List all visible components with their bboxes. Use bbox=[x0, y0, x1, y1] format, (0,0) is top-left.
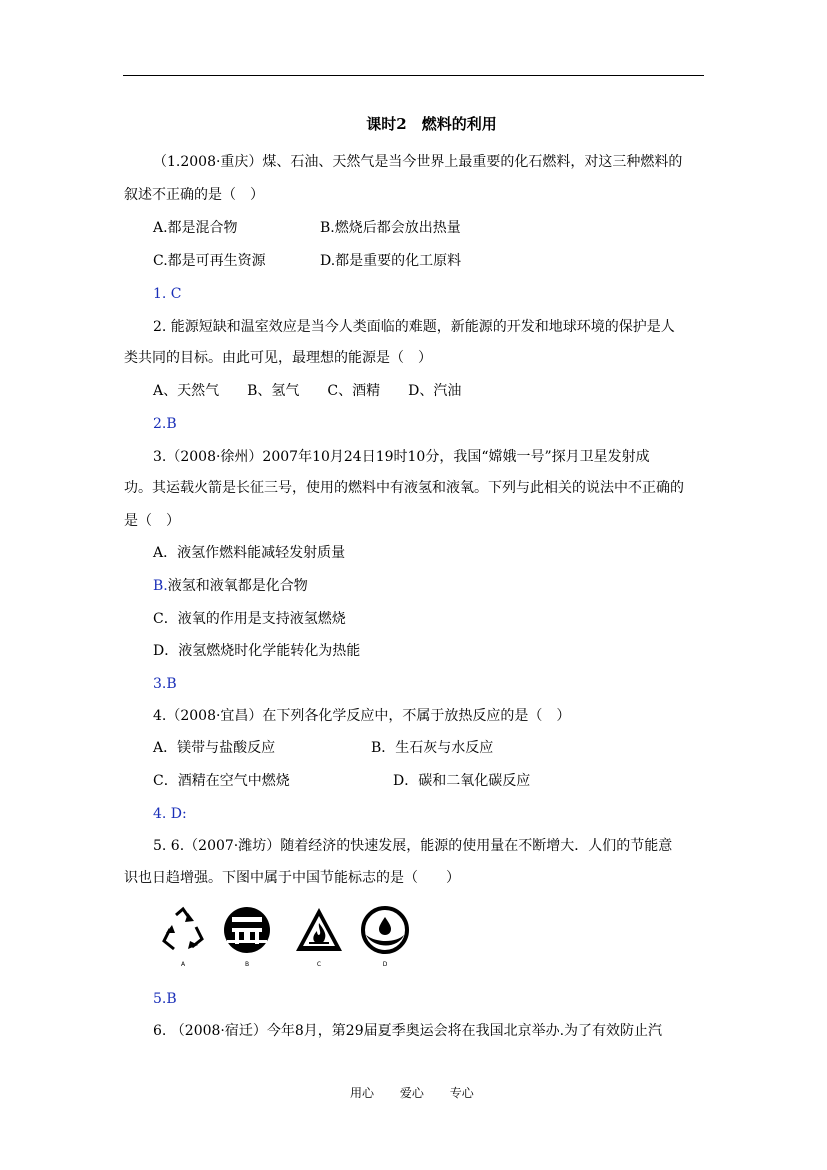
q6-line1: 6. （2008·宿迁）今年8月，第29届夏季奥运会将在我国北京举办.为了有效防止汽 bbox=[153, 1023, 663, 1039]
q4-line1: 4.（2008·宜昌）在下列各化学反应中，不属于放热反应的是（ ） bbox=[153, 708, 571, 724]
q2-options: A、天然气 B、氢气 C、酒精 D、汽油 bbox=[153, 383, 462, 399]
q4-answer: 4. D: bbox=[153, 806, 187, 822]
footer-item: 专心 bbox=[449, 1086, 474, 1100]
q2-line2: 类共同的目标。由此可见，最理想的能源是（ ） bbox=[124, 350, 432, 366]
page-footer bbox=[350, 1084, 496, 1101]
q3-line3: 是（ ） bbox=[124, 513, 180, 529]
q4-option-b: B．生石灰与水反应 bbox=[371, 740, 494, 756]
q3-line2: 功。其运载火箭是长征三号，使用的燃料中有液氢和液氧。下列与此相关的说法中不正确的 bbox=[124, 480, 684, 496]
q1-option-b: B.燃烧后都会放出热量 bbox=[320, 220, 461, 236]
q1-option-a: A.都是混合物 bbox=[153, 220, 238, 236]
figure-label-a: A bbox=[180, 961, 186, 968]
q4-option-c: C．酒精在空气中燃烧 bbox=[153, 773, 290, 789]
figure-label-b: B bbox=[244, 961, 250, 968]
q1-option-c: C.都是可再生资源 bbox=[153, 253, 266, 269]
footer-item: 爱心 bbox=[399, 1086, 424, 1100]
q3-option-b-letter: B. bbox=[153, 578, 168, 594]
q5-line2: 识也日趋增强。下图中属于中国节能标志的是（ ） bbox=[124, 870, 460, 886]
q5-answer: 5.B bbox=[153, 991, 177, 1007]
q1-answer: 1. C bbox=[153, 286, 182, 302]
water-saving-icon bbox=[360, 905, 410, 955]
header-rule bbox=[123, 75, 704, 76]
flammable-warning-icon bbox=[294, 905, 344, 955]
figure-option-a bbox=[158, 905, 208, 968]
q1-line2: 叙述不正确的是（ ） bbox=[124, 187, 264, 203]
figure-label-d: D bbox=[382, 961, 388, 968]
q3-option-b-text: 液氢和液氧都是化合物 bbox=[167, 578, 308, 594]
q4-option-d: D．碳和二氧化碳反应 bbox=[393, 773, 531, 789]
q3-option-d: D．液氢燃烧时化学能转化为热能 bbox=[153, 643, 361, 659]
q1-option-d: D.都是重要的化工原料 bbox=[320, 253, 462, 269]
figure-option-b bbox=[222, 905, 272, 968]
footer-item: 用心 bbox=[350, 1086, 375, 1100]
q3-option-a: A．液氢作燃料能减轻发射质量 bbox=[153, 545, 346, 561]
page-title: 课时2 燃料的利用 bbox=[366, 115, 497, 133]
q3-option-b bbox=[153, 576, 308, 596]
q3-line1: 3.（2008·徐州）2007年10月24日19时10分，我国“嫦娥一号”探月卫星发射成 bbox=[153, 449, 650, 465]
figure-label-c: C bbox=[316, 961, 322, 968]
figure-option-c bbox=[294, 905, 344, 968]
energy-saving-icon bbox=[222, 905, 272, 955]
q4-option-a: A．镁带与盐酸反应 bbox=[153, 740, 276, 756]
q5-line1: 5. 6.（2007·潍坊）随着经济的快速发展，能源的使用量在不断增大．人们的节能意 bbox=[153, 838, 673, 854]
q1-line1: （1.2008·重庆）煤、石油、天然气是当今世界上最重要的化石燃料，对这三种燃料的 bbox=[153, 154, 683, 170]
q3-option-c: C．液氧的作用是支持液氢燃烧 bbox=[153, 611, 346, 627]
q2-answer: 2.B bbox=[153, 416, 177, 432]
recycle-icon bbox=[158, 905, 208, 955]
q3-answer: 3.B bbox=[153, 676, 177, 692]
figure-option-d bbox=[360, 905, 410, 968]
q2-line1: 2. 能源短缺和温室效应是当今人类面临的难题，新能源的开发和地球环境的保护是人 bbox=[153, 319, 675, 335]
